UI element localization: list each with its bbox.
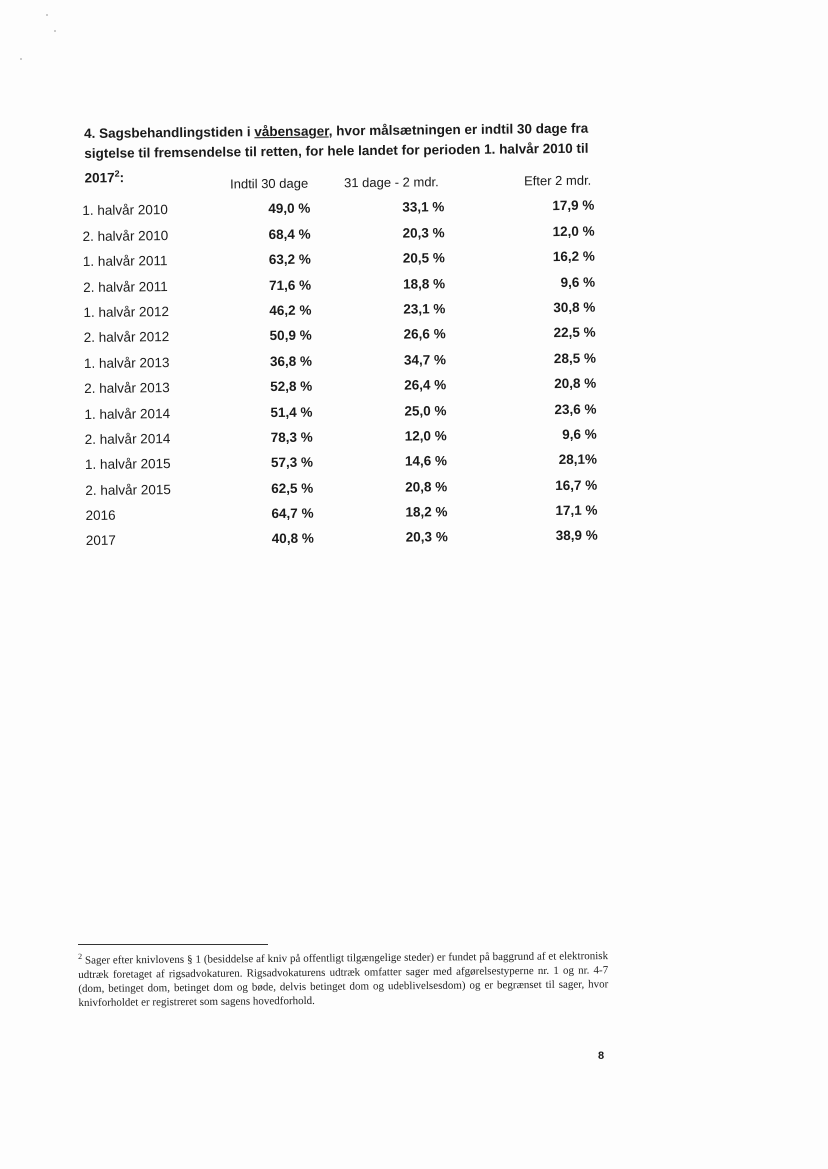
cell-within-30-days: 57,3 %	[270, 454, 314, 471]
heading-suffix: , hvor målsætningen er indtil 30 dage fra sigtelse til fremsendelse til retten, for hele landet for perioden 1. halvår 2010 til 2017	[84, 120, 589, 186]
cell-within-30-days: 62,5 %	[271, 480, 314, 496]
row-label: 2016	[85, 507, 116, 524]
row-label: 2. halvår 2013	[84, 380, 170, 397]
row-label: 1. halvår 2010	[82, 202, 168, 219]
cell-31-days-2-months: 33,1 %	[402, 199, 445, 216]
cell-31-days-2-months: 23,1 %	[403, 301, 446, 317]
column-header-after-2-months: Efter 2 mdr.	[523, 172, 592, 189]
scan-speck	[46, 14, 48, 16]
footnote-separator	[78, 944, 268, 945]
cell-after-2-months: 16,7 %	[555, 477, 598, 493]
cell-within-30-days: 50,9 %	[269, 327, 312, 344]
cell-after-2-months: 9,6 %	[560, 274, 596, 290]
cell-after-2-months: 30,8 %	[553, 299, 596, 316]
footnote-marker: 2	[78, 951, 83, 961]
cell-31-days-2-months: 14,6 %	[404, 453, 448, 469]
cell-after-2-months: 28,1%	[558, 451, 598, 468]
cell-within-30-days: 49,0 %	[268, 201, 311, 217]
cell-31-days-2-months: 25,0 %	[404, 402, 447, 419]
row-label: 1. halvår 2012	[83, 304, 170, 320]
cell-within-30-days: 40,8 %	[271, 531, 314, 547]
cell-31-days-2-months: 20,5 %	[402, 250, 445, 266]
cell-within-30-days: 46,2 %	[269, 302, 312, 318]
cell-within-30-days: 63,2 %	[268, 251, 311, 268]
cell-31-days-2-months: 20,8 %	[405, 478, 448, 495]
cell-within-30-days: 78,3 %	[270, 429, 313, 445]
heading-underlined-term: våbensager	[254, 123, 329, 140]
row-label: 2. halvår 2010	[82, 227, 169, 244]
row-label: 2. halvår 2011	[83, 278, 168, 295]
cell-after-2-months: 16,2 %	[552, 248, 595, 265]
table-row	[86, 528, 626, 559]
cell-after-2-months: 9,6 %	[562, 426, 597, 442]
cell-after-2-months: 17,1 %	[555, 502, 598, 519]
footnote	[78, 945, 609, 1009]
cell-31-days-2-months: 20,3 %	[402, 224, 445, 241]
cell-within-30-days: 71,6 %	[269, 277, 312, 293]
cell-31-days-2-months: 26,6 %	[403, 326, 446, 342]
cell-within-30-days: 52,8 %	[270, 378, 313, 395]
cell-31-days-2-months: 18,2 %	[405, 504, 448, 520]
column-header-within-30-days: Indtil 30 dage	[229, 175, 309, 192]
cell-within-30-days: 36,8 %	[269, 353, 313, 369]
row-label: 2. halvår 2012	[83, 329, 170, 346]
row-label: 2. halvår 2014	[84, 430, 171, 447]
cell-after-2-months: 22,5 %	[553, 324, 596, 341]
page-number: 8	[598, 1050, 605, 1062]
row-label: 2. halvår 2015	[85, 481, 171, 498]
heading-prefix: 4. Sagsbehandlingstiden i	[84, 124, 255, 141]
cell-31-days-2-months: 18,8 %	[403, 275, 446, 292]
row-label: 1. halvår 2013	[83, 354, 170, 371]
column-header-31-days-2-months: 31 dage - 2 mdr.	[343, 174, 439, 191]
row-label: 1. halvår 2014	[84, 405, 171, 422]
cell-within-30-days: 51,4 %	[270, 404, 313, 420]
cell-31-days-2-months: 26,4 %	[404, 377, 447, 393]
cell-after-2-months: 28,5 %	[553, 350, 596, 366]
cell-after-2-months: 20,8 %	[554, 375, 597, 392]
processing-time-table	[82, 172, 626, 558]
cell-after-2-months: 38,9 %	[555, 528, 598, 544]
cell-within-30-days: 64,7 %	[271, 505, 314, 522]
cell-after-2-months: 23,6 %	[554, 401, 597, 417]
cell-31-days-2-months: 34,7 %	[403, 351, 446, 368]
row-label: 1. halvår 2015	[84, 456, 171, 473]
cell-after-2-months: 12,0 %	[552, 223, 595, 239]
table-body	[82, 198, 626, 559]
footnote-text: Sager efter knivlovens § 1 (besiddelse af kniv på offentligt tilgængelige steder) er fundet på baggrund af et elektronisk udtræk foretaget af rigsadvokaturen. Rigsadvokaturens udtræk omfatter sager med afgørelsestyperne nr. 1 og nr. 4-7 (dom, betinget dom, betinget dom og bøde, delvis betinget dom og udeblivelsesdom) og er begrænset til sager, hvor knivforholdet er registreret som sagens hovedforhold.	[78, 950, 609, 1009]
row-label: 2017	[85, 533, 116, 549]
row-label: 1. halvår 2011	[82, 253, 168, 270]
scan-speck	[20, 58, 22, 60]
footnote-reference: 2	[114, 168, 120, 179]
cell-31-days-2-months: 20,3 %	[405, 529, 448, 546]
cell-within-30-days: 68,4 %	[268, 226, 311, 242]
cell-31-days-2-months: 12,0 %	[404, 428, 447, 444]
cell-after-2-months: 17,9 %	[552, 198, 595, 214]
scan-speck	[54, 30, 56, 32]
heading-end: :	[119, 170, 125, 186]
